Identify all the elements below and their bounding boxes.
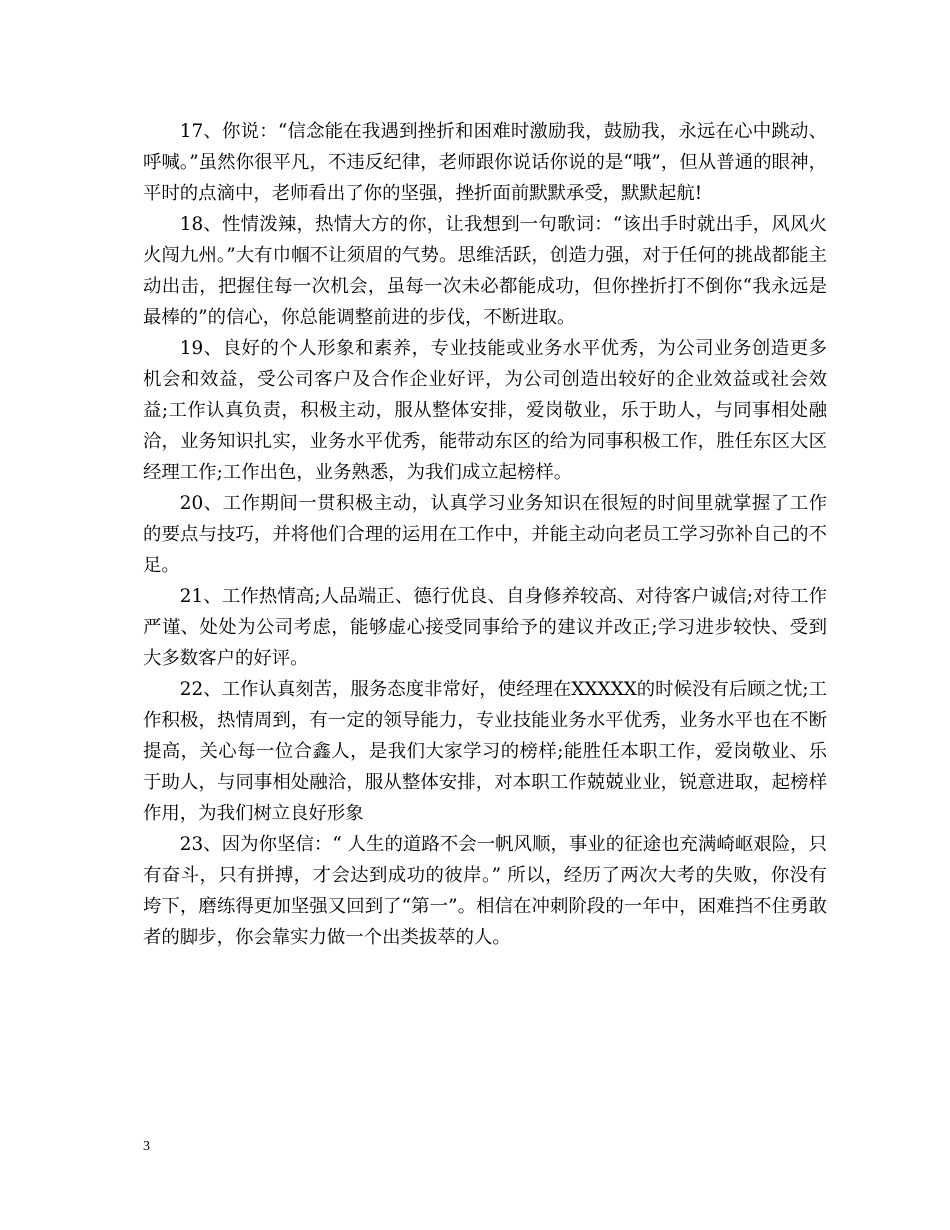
page-number: 3 xyxy=(143,1139,150,1154)
paragraph-22: 22、工作认真刻苦，服务态度非常好，使经理在XXXXX的时候没有后顾之忧;工作积极，热情周到，有一定的领导能力，专业技能业务水平优秀，业务水平也在不断提高，关心每一位合鑫人，是我们大家学习的榜样;能胜任本职工作，爱岗敬业、乐于助人，与同事相处融洽，服从整体安排，对本职工作兢兢业业，锐意进取，起榜样作用，为我们树立良好形象 xyxy=(143,679,827,824)
paragraph-20: 20、工作期间一贯积极主动，认真学习业务知识在很短的时间里就掌握了工作的要点与技巧，并将他们合理的运用在工作中，并能主动向老员工学习弥补自己的不足。 xyxy=(143,493,827,576)
paragraph-18: 18、性情泼辣，热情大方的你，让我想到一句歌词：“该出手时就出手，风风火火闯九州。”大有巾帼不让须眉的气势。思维活跃，创造力强，对于任何的挑战都能主动出击，把握住每一次机会，虽每一次未必都能成功，但你挫折打不倒你“我永远是最棒的”的信心，你总能调整前进的步伐，不断进取。 xyxy=(143,214,827,328)
paragraph-23: 23、因为你坚信：“ 人生的道路不会一帆风顺，事业的征途也充满崎岖艰险，只有奋斗，只有拼搏，才会达到成功的彼岸。” 所以，经历了两次大考的失败，你没有垮下，磨练得更加坚强又回到了“第一”。相信在冲刺阶段的一年中，困难挡不住勇敢者的脚步，你会靠实力做一个出类拔萃的人。 xyxy=(143,834,827,948)
paragraph-19: 19、良好的个人形象和素养，专业技能或业务水平优秀，为公司业务创造更多机会和效益，受公司客户及合作企业好评，为公司创造出较好的企业效益或社会效益;工作认真负责，积极主动，服从整体安排，爱岗敬业，乐于助人，与同事相处融洽，业务知识扎实，业务水平优秀，能带动东区的给为同事积极工作，胜任东区大区经理工作;工作出色，业务熟悉，为我们成立起榜样。 xyxy=(143,338,827,483)
paragraph-17: 17、你说：“信念能在我遇到挫折和困难时激励我，鼓励我，永远在心中跳动、呼喊。”虽然你很平凡，不违反纪律，老师跟你说话你说的是“哦”，但从普通的眼神，平时的点滴中，老师看出了你的坚强，挫折面前默默承受，默默起航! xyxy=(143,121,827,204)
document-body xyxy=(143,116,827,953)
paragraph-21: 21、工作热情高;人品端正、德行优良、自身修养较高、对待客户诚信;对待工作严谨、处处为公司考虑，能够虚心接受同事给予的建议并改正;学习进步较快、受到大多数客户的好评。 xyxy=(143,586,827,669)
